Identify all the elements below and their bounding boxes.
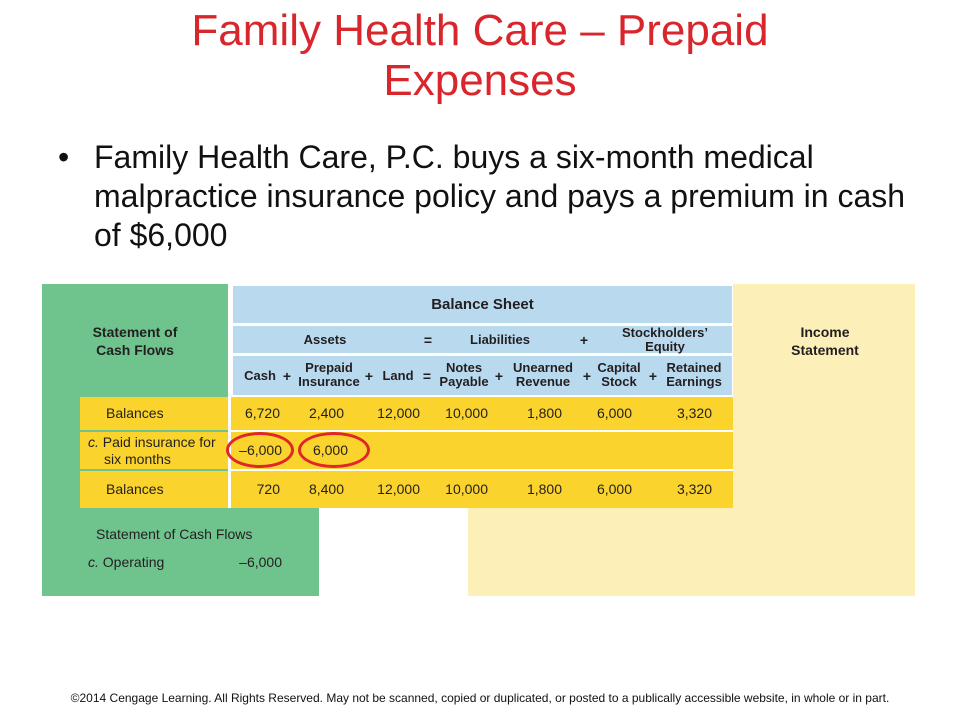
group-equals: = bbox=[423, 332, 433, 348]
group-liabilities: Liabilities bbox=[470, 332, 530, 347]
col-capital-stock bbox=[594, 361, 644, 389]
row0-cash: 6,720 bbox=[244, 405, 280, 421]
row2-cash: 720 bbox=[256, 481, 280, 497]
copyright-footer: ©2014 Cengage Learning. All Rights Reserved. May not be scanned, copied or duplicated, or posted to a publically accessible website, in whole or in part. bbox=[70, 691, 890, 705]
row0-capital: 6,000 bbox=[596, 405, 632, 421]
row1-label-prefix: c. bbox=[88, 434, 99, 450]
col-cash: Cash bbox=[244, 368, 276, 383]
group-equity-line1: Stockholders’ bbox=[622, 325, 708, 340]
col-op-equals: = bbox=[422, 368, 432, 384]
bullet-marker: • bbox=[58, 139, 70, 175]
slide-title-line2: Expenses bbox=[383, 56, 577, 105]
income-statement-header-line1: Income bbox=[800, 324, 850, 340]
col-capital-line1: Capital bbox=[597, 360, 641, 375]
col-prepaid-line2: Insurance bbox=[298, 374, 360, 389]
row2-unearned: 1,800 bbox=[526, 481, 562, 497]
row0-label: Balances bbox=[106, 405, 164, 421]
col-capital-line2: Stock bbox=[601, 374, 637, 389]
row0-unearned: 1,800 bbox=[526, 405, 562, 421]
cash-flow-summary-title: Statement of Cash Flows bbox=[96, 526, 253, 542]
row0-land: 12,000 bbox=[377, 405, 420, 421]
balance-sheet-header: Balance Sheet bbox=[431, 296, 534, 313]
col-notes-line2: Payable bbox=[439, 374, 489, 389]
row2-land: 12,000 bbox=[377, 481, 420, 497]
col-op-plus-1: + bbox=[282, 368, 292, 384]
group-assets: Assets bbox=[303, 332, 347, 347]
col-retained-line1: Retained bbox=[666, 360, 722, 375]
col-prepaid-insurance bbox=[298, 361, 360, 389]
cash-flow-item-label: Operating bbox=[102, 554, 165, 570]
col-op-plus-4: + bbox=[582, 368, 592, 384]
col-retained-line2: Earnings bbox=[666, 374, 722, 389]
row2-prepaid: 8,400 bbox=[308, 481, 344, 497]
income-statement-header-line2: Statement bbox=[791, 342, 859, 358]
col-notes-payable bbox=[436, 361, 492, 389]
row0-prepaid: 2,400 bbox=[308, 405, 344, 421]
col-notes-line1: Notes bbox=[445, 360, 483, 375]
row1-cash: –6,000 bbox=[239, 442, 282, 458]
bullet-text: Family Health Care, P.C. buys a six-month medical malpractice insurance policy and pays a premium in cash of $6,000 bbox=[94, 139, 906, 253]
group-equity bbox=[600, 326, 730, 354]
income-statement-panel-lower bbox=[468, 508, 915, 596]
cash-flow-summary-item bbox=[88, 554, 164, 570]
col-retained-earnings bbox=[660, 361, 728, 389]
row1-prepaid: 6,000 bbox=[312, 442, 348, 458]
row0-notes: 10,000 bbox=[445, 405, 488, 421]
row0-retained: 3,320 bbox=[676, 405, 712, 421]
row2-capital: 6,000 bbox=[596, 481, 632, 497]
cash-flow-item-value: –6,000 bbox=[239, 554, 282, 570]
row2-notes: 10,000 bbox=[445, 481, 488, 497]
row2-label: Balances bbox=[106, 481, 164, 497]
row1-label-line2: six months bbox=[104, 451, 171, 467]
col-land: Land bbox=[382, 368, 414, 383]
row1-label bbox=[88, 434, 216, 468]
col-op-plus-3: + bbox=[494, 368, 504, 384]
col-unearned-line2: Revenue bbox=[515, 374, 571, 389]
cash-flow-item-prefix: c. bbox=[88, 554, 99, 570]
row1-label-line1: Paid insurance for bbox=[102, 434, 216, 450]
col-prepaid-line1: Prepaid bbox=[305, 360, 353, 375]
cash-flow-header-line2: Cash Flows bbox=[96, 342, 174, 358]
income-statement-header bbox=[750, 323, 900, 359]
col-unearned-revenue bbox=[508, 361, 578, 389]
col-op-plus-5: + bbox=[648, 368, 658, 384]
row2-retained: 3,320 bbox=[676, 481, 712, 497]
cash-flow-header-line1: Statement of bbox=[92, 324, 178, 340]
group-equity-line2: Equity bbox=[645, 339, 685, 354]
col-unearned-line1: Unearned bbox=[513, 360, 573, 375]
group-plus: + bbox=[579, 332, 589, 348]
slide-title-line1: Family Health Care – Prepaid bbox=[191, 6, 769, 55]
highlight-oval-prepaid bbox=[298, 432, 370, 468]
cash-flow-panel-lower bbox=[42, 508, 319, 596]
cash-flow-header bbox=[60, 323, 210, 359]
highlight-oval-cash bbox=[226, 432, 294, 468]
col-op-plus-2: + bbox=[364, 368, 374, 384]
